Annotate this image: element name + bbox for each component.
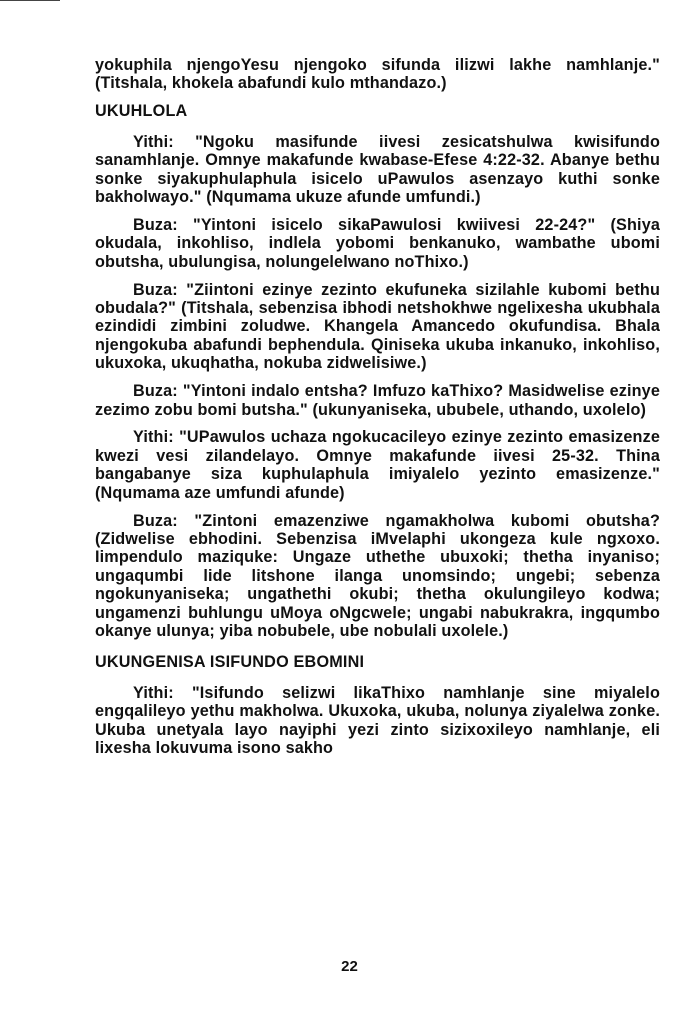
- paragraph-buza-request: Buza: "Yintoni isicelo sikaPawulosi kwiivesi 22-24?" (Shiya okudala, inkohliso, indlela yobomi benkanuko, wambathe ubomi obutsha, ubulungisa, nolungelelwano noThixo.): [95, 215, 660, 271]
- paragraph-yithi-instructions: Yithi: "UPawulos uchaza ngokucacileyo ezinye zezinto emasizenze kwezi vesi zilandelayo. Omnye makafunde iivesi 25-32. Thina bangabanye siza kuphulaphula imiyalelo yezinto emasizenze." (Nqumama aze umfundi afunde): [95, 428, 660, 502]
- paragraph-yithi-reading: Yithi: "Ngoku masifunde iivesi zesicatshulwa kwisifundo sanamhlanje. Omnye makafunde kwabase-Efese 4:22-32. Abanye bethu sonke siyakuphulaphula isicelo uPawulos asenzayo kuthi sonke bakholwayo." (Nqumama ukuze afunde umfundi.): [95, 132, 660, 206]
- top-edge-rule: [0, 0, 60, 1]
- paragraph-yithi-application: Yithi: "Isifundo selizwi likaThixo namhlanje sine miyalelo engqalileyo yethu makholwa. Ukuxoka, ukuba, nolunya ziyalelwa zonke. Ukuba unetyala layo nayiphi yezi zinto sizixoxileyo namhlanje, eli lixesha lokuvuma isono sakho: [95, 683, 660, 757]
- paragraph-buza-old-life: Buza: "Ziintoni ezinye zezinto ekufuneka sizilahle kubomi bethu obudala?" (Titshala, sebenzisa ibhodi netshokhwe ngelixesha ukubhala ezindidi zimbini zoludwe. Khangela Amancedo okufundisa. Bhala njengokuba abafundi bephendula. Qiniseka ukuba inkanuko, inkohliso, ukuxoka, ukuqhatha, nokuba zidwelisiwe.): [95, 280, 660, 373]
- heading-ukungenisa: UKUNGENISA ISIFUNDO EBOMINI: [95, 653, 365, 672]
- paragraph-intro-continuation: yokuphila njengoYesu njengoko sifunda ilizwi lakhe namhlanje." (Titshala, khokela abafundi kulo mthandazo.): [95, 56, 660, 93]
- page-number: 22: [341, 958, 358, 975]
- heading-ukuhlola: UKUHLOLA: [95, 102, 188, 121]
- paragraph-buza-new-life-actions: Buza: "Zintoni emazenziwe ngamakholwa kubomi obutsha? (Zidwelise ebhodini. Sebenzisa iMvelaphi ukongeza kule ngxoxo. Iimpendulo maziquke: Ungaze uthethe ubuxoki; thetha inyaniso; ungaqumbi lide litshone ilanga unomsindo; ungebi; sebenza ngokunyaniseka; ungathethi okubi; thetha okulungileyo kodwa; ungamenzi buhlungu uMoya oNgcwele; ungabi nabukrakra, ingqumbo okanye ulunya; yiba nobubele, ube nobulali uxolele.): [95, 511, 660, 640]
- paragraph-buza-new-creation: Buza: "Yintoni indalo entsha? Imfuzo kaThixo? Masidwelise ezinye zezimo zobu bomi butsha." (ukunyaniseka, ububele, uthando, uxolelo): [95, 382, 660, 419]
- document-page: [95, 56, 660, 767]
